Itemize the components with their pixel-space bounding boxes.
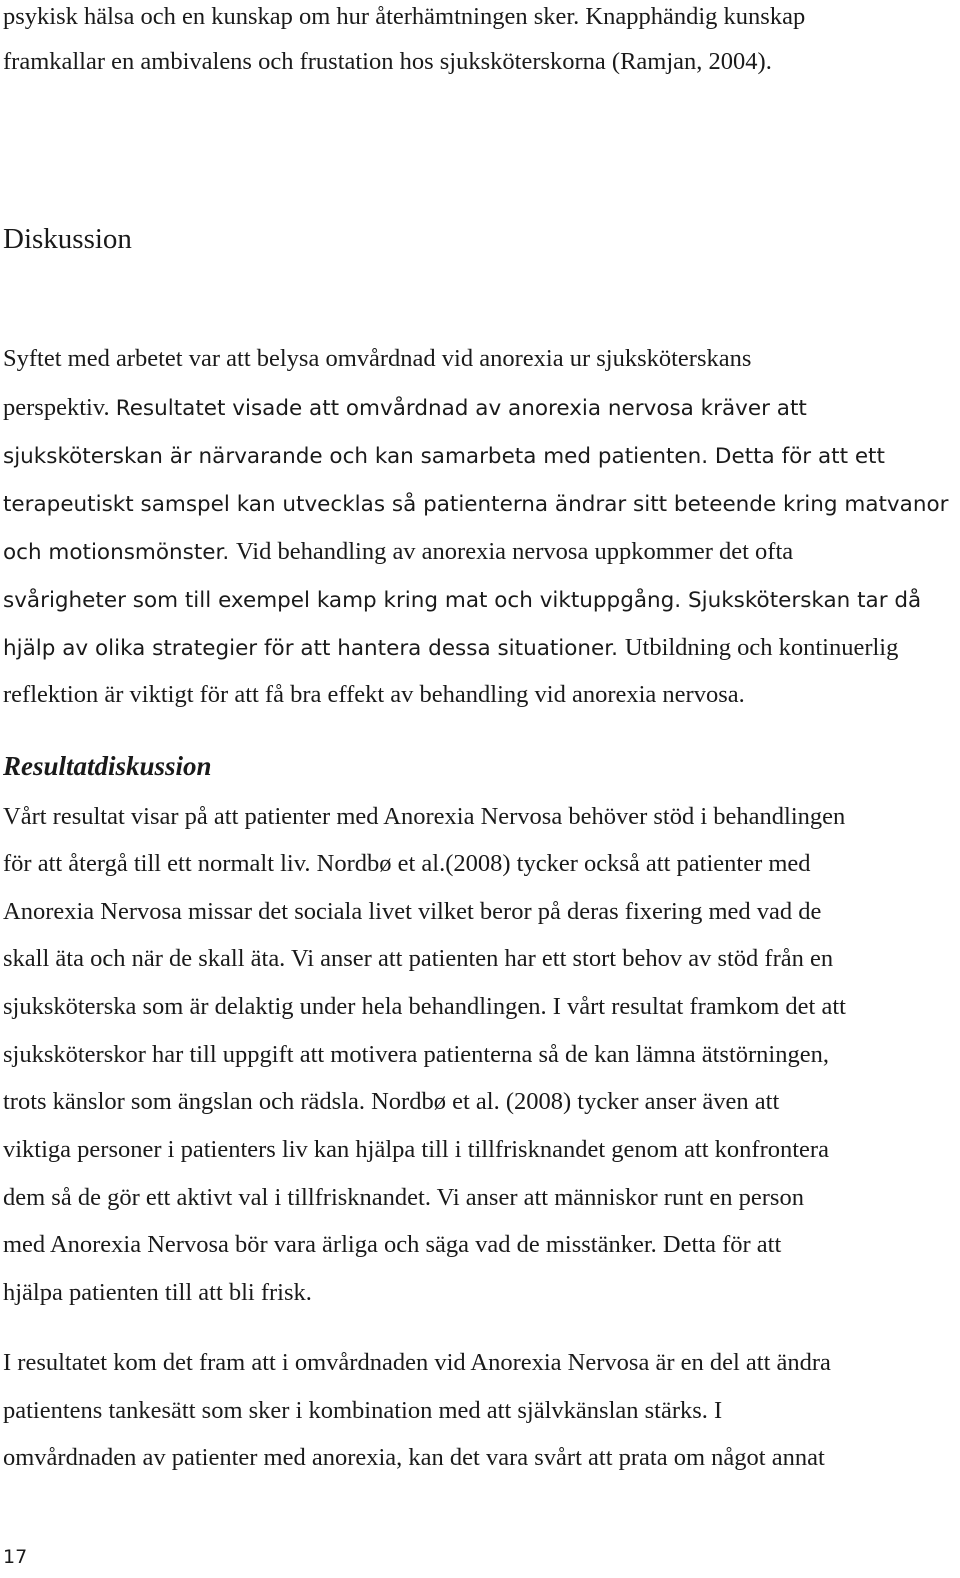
summary-line-7-serif: Utbildning och kontinuerlig xyxy=(624,634,899,661)
summary-line-2-sans: Resultatet visade att omvårdnad av anorexia nervosa kräver att xyxy=(115,396,807,421)
summary-line-5-serif: Vid behandling av anorexia nervosa uppkommer det ofta xyxy=(236,538,794,565)
summary-line-6 xyxy=(3,585,921,616)
summary-line-2 xyxy=(3,393,807,424)
summary-line-3 xyxy=(3,441,885,472)
result-p1-line-3: Anorexia Nervosa missar det sociala livet vilket beror på deras fixering med vad de xyxy=(3,898,822,925)
result-p2-line-2: patientens tankesätt som sker i kombination med att självkänslan stärks. I xyxy=(3,1397,723,1424)
summary-line-7-sans: hjälp av olika strategier för att hantera dessa situationer. xyxy=(3,636,625,661)
result-discussion-heading: Resultatdiskussion xyxy=(3,751,212,781)
summary-line-6-sans: svårigheter som till exempel kamp kring mat och viktuppgång. Sjuksköterskan tar då xyxy=(3,588,922,613)
result-p1-line-11: hjälpa patienten till att bli frisk. xyxy=(3,1279,312,1306)
summary-line-4-sans: terapeutiskt samspel kan utvecklas så patienterna ändrar sitt beteende kring matvanor xyxy=(3,492,949,517)
summary-line-7 xyxy=(3,633,898,664)
summary-line-8: reflektion är viktigt för att få bra effekt av behandling vid anorexia nervosa. xyxy=(3,681,745,708)
result-p2-line-1: I resultatet kom det fram att i omvårdnaden vid Anorexia Nervosa är en del att ändra xyxy=(3,1349,831,1376)
result-p1-line-7: trots känslor som ängslan och rädsla. Nordbø et al. (2008) tycker anser även att xyxy=(3,1088,780,1115)
result-p1-line-2: för att återgå till ett normalt liv. Nordbø et al.(2008) tycker också att patienter med xyxy=(3,850,811,877)
summary-line-2-serif: perspektiv. xyxy=(3,394,116,421)
result-p1-line-8: viktiga personer i patienters liv kan hjälpa till i tillfrisknandet genom att konfrontera xyxy=(3,1136,829,1163)
summary-line-4 xyxy=(3,489,948,520)
summary-line-5 xyxy=(3,537,793,568)
result-p1-line-10: med Anorexia Nervosa bör vara ärliga och säga vad de misstänker. Detta för att xyxy=(3,1231,782,1258)
summary-line-3-sans: sjuksköterskan är närvarande och kan samarbeta med patienten. Detta för att ett xyxy=(3,444,885,469)
result-p2-line-3: omvårdnaden av patienter med anorexia, kan det vara svårt att prata om något annat xyxy=(3,1444,825,1471)
result-p1-line-4: skall äta och när de skall äta. Vi anser att patienten har ett stort behov av stöd från en xyxy=(3,945,834,972)
result-p1-line-6: sjuksköterskor har till uppgift att motivera patienterna så de kan lämna ätstörningen, xyxy=(3,1041,829,1068)
result-p1-line-5: sjuksköterska som är delaktig under hela behandlingen. I vårt resultat framkom det att xyxy=(3,993,846,1020)
intro-line-1: psykisk hälsa och en kunskap om hur återhämtningen sker. Knapphändig kunskap xyxy=(3,3,806,30)
discussion-heading: Diskussion xyxy=(3,223,132,255)
result-p1-line-9: dem så de gör ett aktivt val i tillfrisknandet. Vi anser att människor runt en person xyxy=(3,1184,804,1211)
result-p1-line-1: Vårt resultat visar på att patienter med Anorexia Nervosa behöver stöd i behandlingen xyxy=(3,803,846,830)
intro-line-2: framkallar en ambivalens och frustation hos sjuksköterskorna (Ramjan, 2004). xyxy=(3,48,772,75)
page-number: 17 xyxy=(3,1546,28,1568)
summary-line-1: Syftet med arbetet var att belysa omvårdnad vid anorexia ur sjuksköterskans xyxy=(3,345,752,372)
summary-line-5-sans: och motionsmönster. xyxy=(3,540,237,565)
